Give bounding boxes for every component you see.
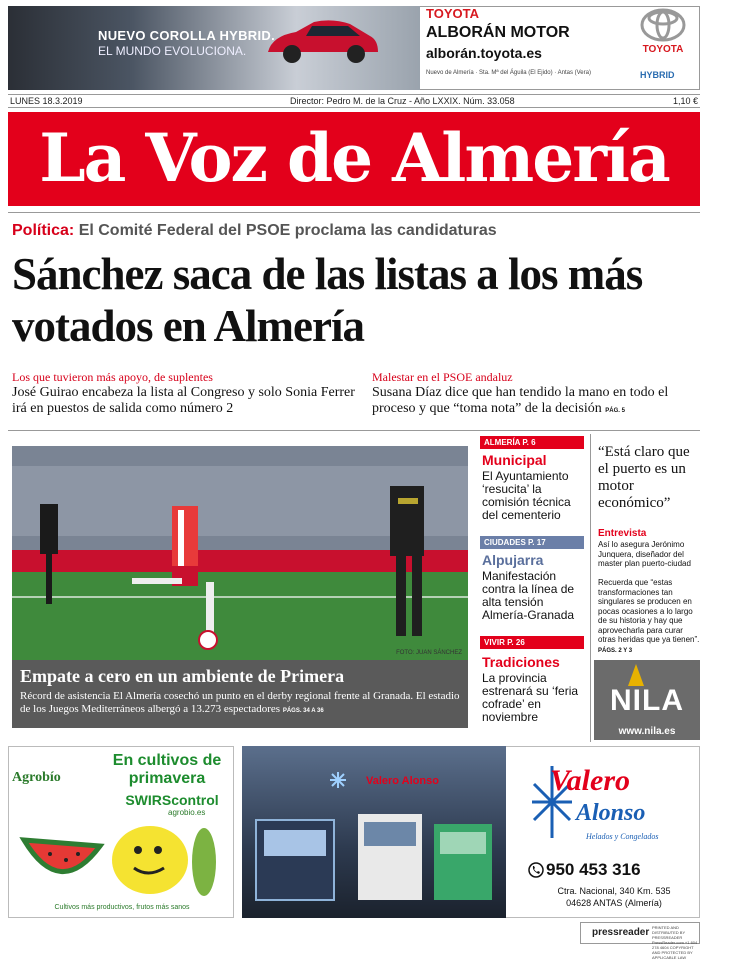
issue-director: Director: Pedro M. de la Cruz - Año LXXIX. Núm. 33.058 xyxy=(290,96,515,106)
agrobio-logo: Agrobío xyxy=(12,770,61,785)
lead-sub-story-1[interactable] xyxy=(12,370,368,417)
lead-headline[interactable]: Sánchez saca de las listas a los más votados en Almería xyxy=(12,249,643,351)
sub1-kicker: Los que tuvieron más apoyo, de suplentes xyxy=(12,370,213,384)
agrobio-slogan: Cultivos más productivos, frutos más sanos xyxy=(54,904,190,911)
photo-credit: FOTO: JUAN SÁNCHEZ xyxy=(396,650,462,656)
pressreader-label: pressreader xyxy=(592,927,650,938)
brief-tag-vivir: VIVIR P. 26 xyxy=(480,636,584,649)
pressreader-fine-print: PRINTED AND DISTRIBUTED BY PRESSREADER PressReader.com +1 604 278 4604 COPYRIGHT AND PROTECTED BY APPLICABLE LAW xyxy=(652,925,698,960)
agrobio-product: SWIRScontrol xyxy=(125,792,219,808)
toyota-logo-label: TOYOTA xyxy=(642,44,684,55)
ad-dealer: ALBORÁN MOTOR xyxy=(426,24,570,41)
building-sign: Valero Alonso xyxy=(366,775,439,787)
brief-title-tradiciones[interactable]: Tradiciones xyxy=(482,654,560,670)
hybrid-label: HYBRID xyxy=(640,70,675,80)
brief-title-municipal[interactable]: Municipal xyxy=(482,452,547,468)
lead-kicker xyxy=(12,222,497,240)
toyota-logo-icon xyxy=(640,8,686,42)
divider xyxy=(8,430,700,431)
ad-address: Nuevo de Almería · Sta. Mª del Águila (El Ejido) · Antas (Vera) xyxy=(426,70,591,76)
newspaper-title: La Voz de Almería xyxy=(39,119,669,197)
info-bar xyxy=(8,94,700,108)
brief-text-municipal: El Ayuntamiento ‘resucita’ la comisión técnica del cementerio xyxy=(482,469,571,522)
valero-logo-word-1: Valero xyxy=(550,764,631,797)
lead-kicker-label: Política: xyxy=(12,222,75,239)
nila-url[interactable]: www.nila.es xyxy=(618,726,676,737)
sub1-text: José Guirao encabeza la lista al Congreso y solo Sonia Ferrer irá en puestos de salida como número 2 xyxy=(12,385,355,416)
interview-kicker: Entrevista xyxy=(598,528,647,539)
agrobio-url[interactable]: agrobio.es xyxy=(168,808,206,817)
sub2-page-ref: PÁG. 5 xyxy=(605,408,625,414)
brief-tag-ciudades: CIUDADES P. 17 xyxy=(480,536,584,549)
interview-quote-headline[interactable]: “Está claro que el puerto es un motor económico” xyxy=(598,444,690,511)
phone-icon xyxy=(528,862,544,878)
interview-page-ref: PÁGS. 2 Y 3 xyxy=(598,647,633,654)
valero-logo-word-2: Alonso xyxy=(576,800,646,826)
ad-headline: NUEVO COROLLA HYBRID. xyxy=(98,28,275,43)
agrobio-headline: En cultivos de primavera xyxy=(112,752,222,787)
photo-text: Récord de asistencia El Almería cosechó un punto en el derby regional frente al Granada. El estadio de los Juegos Mediterráneos albergó a 13.273 espectadores PÁGS. 34 A 36 xyxy=(20,690,460,715)
sports-photo-story[interactable] xyxy=(12,446,468,728)
fruit-illustration-icon xyxy=(20,820,230,902)
issue-date: LUNES 18.3.2019 xyxy=(10,96,83,106)
brief-text-tradiciones: La provincia estrenará su ‘feria cofrade’ en noviembre xyxy=(482,671,579,724)
valero-tagline: Helados y Congelados xyxy=(586,832,659,841)
trucks-illustration-icon xyxy=(250,800,500,910)
nila-cone-icon xyxy=(628,664,644,686)
sub2-kicker: Malestar en el PSOE andaluz xyxy=(372,370,513,384)
lead-kicker-text: El Comité Federal del PSOE proclama las candidaturas xyxy=(78,222,497,239)
interview-quote-text: Recuerda que “estas transformaciones tan singulares se producen en pocas ocasiones a lo largo de su historia y hay que aprovecharla para curar otras heridas que ya tienen”. PÁGS. 2 Y 3 xyxy=(598,578,700,654)
divider xyxy=(8,212,700,213)
brief-title-alpujarra[interactable]: Alpujarra xyxy=(482,552,544,568)
issue-price: 1,10 € xyxy=(672,96,698,106)
nila-logo: NILA xyxy=(610,684,684,717)
sub2-text: Susana Díaz dice que han tendido la mano en todo el proceso y que “toma nota” de la decisión PÁG. 5 xyxy=(372,385,669,416)
snowflake-sign-icon xyxy=(330,772,346,788)
football-match-photo xyxy=(12,446,468,660)
interview-text: Así lo asegura Jerónimo Junquera, diseñador del master plan puerto-ciudad xyxy=(598,540,691,568)
brief-tag-almeria: ALMERÍA P. 6 xyxy=(480,436,584,449)
ad-url[interactable]: alborán.toyota.es xyxy=(426,45,542,61)
car-image xyxy=(262,10,382,70)
lead-sub-story-2[interactable] xyxy=(372,370,702,419)
valero-phone[interactable]: 950 453 316 xyxy=(546,860,641,879)
brief-text-alpujarra: Manifestación contra la línea de alta tensión Almería-Granada xyxy=(482,569,575,622)
photo-page-ref: PÁGS. 34 A 36 xyxy=(282,708,324,714)
valero-address-line-1: Ctra. Nacional, 340 Km. 535 xyxy=(557,886,671,896)
masthead xyxy=(8,112,700,206)
ad-subline: EL MUNDO EVOLUCIONA. xyxy=(98,44,247,58)
photo-headline: Empate a cero en un ambiente de Primera xyxy=(20,666,345,686)
valero-address-line-2: 04628 ANTAS (Almería) xyxy=(566,898,662,908)
column-divider xyxy=(590,434,591,742)
ad-brand: TOYOTA xyxy=(426,6,479,21)
